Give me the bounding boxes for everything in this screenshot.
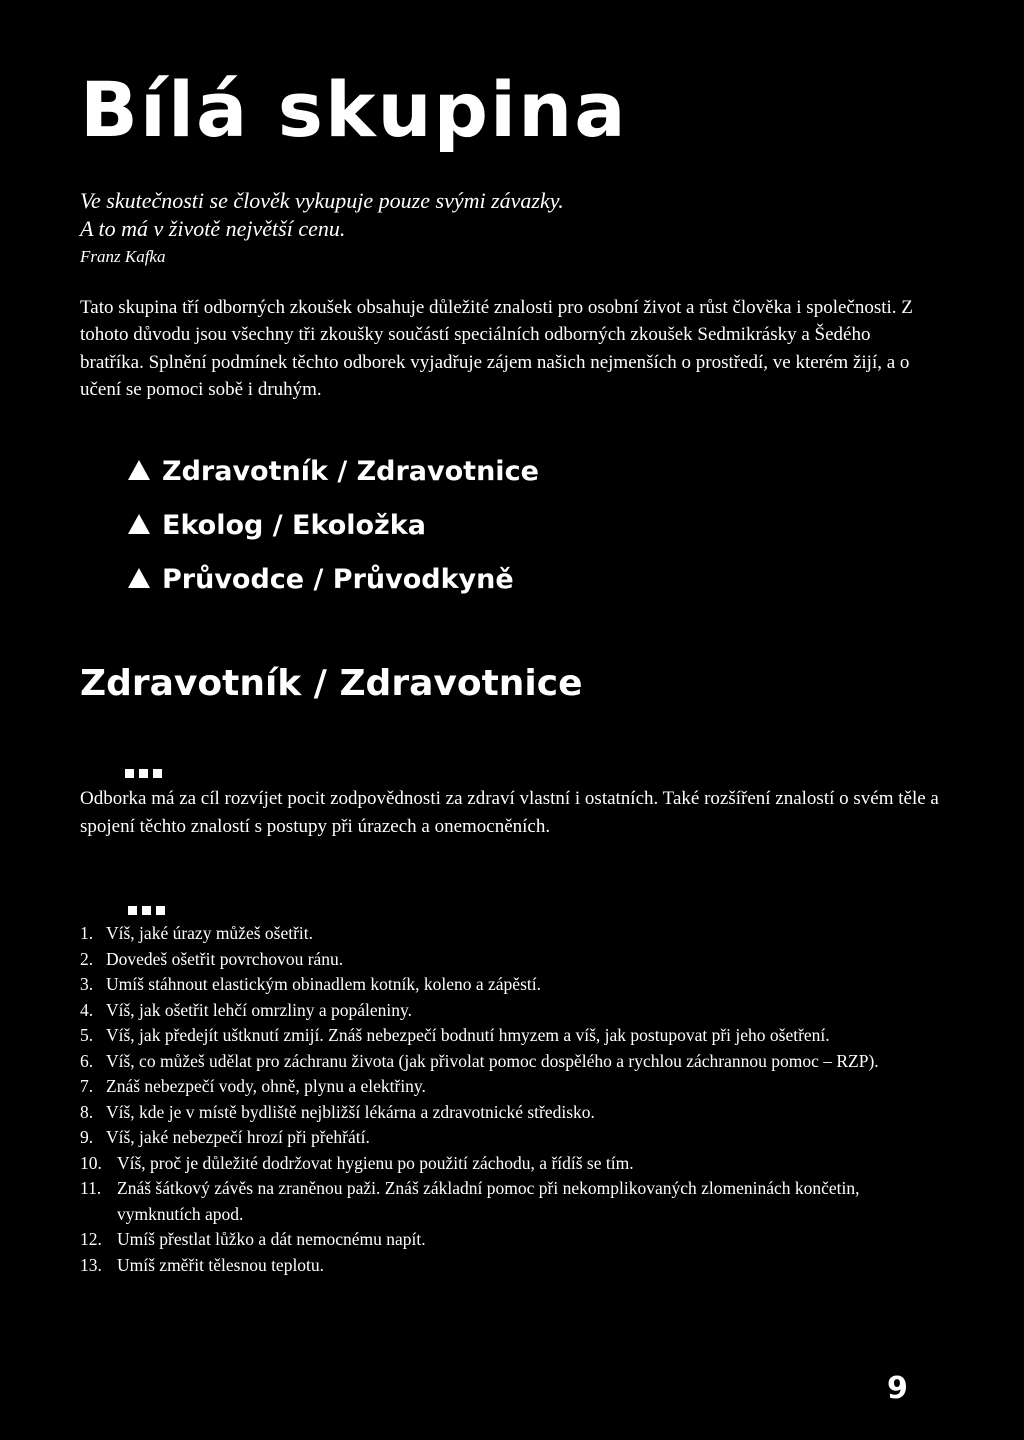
skill-item <box>128 452 539 506</box>
section-divider-dots-icon <box>125 769 162 778</box>
triangle-bullet-icon <box>128 568 150 588</box>
quote-line-2: A to má v životě největší cenu. <box>80 216 346 241</box>
requirement-text: Znáš šátkový závěs na zraněnou paži. Znáš základní pomoc při nekomplikovaných zlomeninách končetin, vymknutích apod. <box>117 1178 860 1224</box>
requirement-item <box>80 1125 930 1151</box>
requirement-item <box>80 1023 930 1049</box>
requirement-item <box>80 947 930 973</box>
requirement-text: Víš, jaké nebezpečí hrozí při přehřátí. <box>106 1127 370 1147</box>
requirement-item <box>80 1176 930 1227</box>
requirement-number: 4. <box>80 999 94 1020</box>
requirement-number: 5. <box>80 1025 94 1045</box>
page-title: Bílá skupina <box>80 65 628 154</box>
requirement-item <box>80 921 930 947</box>
requirement-item <box>80 1049 930 1075</box>
requirement-text: Umíš přestlat lůžko a dát nemocnému napít. <box>117 1229 426 1249</box>
requirement-text: Víš, jak předejít uštknutí zmijí. Znáš nebezpečí bodnutí hmyzem a víš, jak postupovat při jeho ošetření. <box>106 1025 830 1045</box>
requirement-number: 7. <box>80 1076 94 1096</box>
requirement-item <box>80 1253 930 1279</box>
requirements-divider-dots-icon <box>128 906 165 915</box>
requirement-number: 13. <box>80 1254 102 1275</box>
skill-item <box>128 560 539 614</box>
requirement-text: Dovedeš ošetřit povrchovou ránu. <box>106 948 344 969</box>
epigraph-quote <box>80 187 564 271</box>
requirement-item <box>80 998 930 1024</box>
triangle-bullet-icon <box>128 460 150 480</box>
requirement-item <box>80 1227 930 1253</box>
requirement-item <box>80 1100 930 1126</box>
section-description: Odborka má za cíl rozvíjet pocit zodpovědnosti za zdraví vlastní i ostatních. Také rozšíření znalostí o svém těle a spojení těchto znalostí s postupy při úrazech a onemocněních. <box>80 788 939 837</box>
requirement-text: Víš, jaké úrazy můžeš ošetřit. <box>106 923 314 943</box>
requirement-text: Umíš změřit tělesnou teplotu. <box>117 1254 325 1275</box>
requirement-number: 11. <box>80 1178 102 1198</box>
requirement-item <box>80 1074 930 1100</box>
triangle-bullet-icon <box>128 514 150 534</box>
requirement-number: 12. <box>80 1229 102 1249</box>
requirement-text: Víš, proč je důležité dodržovat hygienu po použití záchodu, a řídíš se tím. <box>117 1152 634 1173</box>
page-number: 9 <box>887 1371 908 1406</box>
requirement-item <box>80 1151 930 1177</box>
requirement-text: Víš, jak ošetřit lehčí omrzliny a popáleniny. <box>106 999 413 1020</box>
skill-item <box>128 506 539 560</box>
requirement-number: 3. <box>80 974 94 994</box>
requirement-number: 1. <box>80 923 94 943</box>
section-title: Zdravotník / Zdravotnice <box>80 663 583 704</box>
requirement-item <box>80 972 930 998</box>
quote-author: Franz Kafka <box>80 247 166 266</box>
requirement-number: 10. <box>80 1152 102 1173</box>
requirement-number: 6. <box>80 1050 94 1071</box>
requirement-text: Víš, co můžeš udělat pro záchranu života (jak přivolat pomoc dospělého a rychlou záchrannou pomoc – RZP). <box>106 1050 879 1071</box>
requirement-number: 9. <box>80 1127 94 1147</box>
requirements-list <box>80 921 930 1278</box>
requirement-text: Víš, kde je v místě bydliště nejbližší lékárna a zdravotnické středisko. <box>106 1101 595 1122</box>
intro-paragraph: Tato skupina tří odborných zkoušek obsahuje důležité znalosti pro osobní život a růst člověka i společnosti. Z tohoto důvodu jsou všechny tři zkoušky součástí speciálních odborných zkoušek Sedmikrásky a Šedého bratříka. Splnění podmínek těchto odborek vyjadřuje zájem našich nejmenších o prostředí, ve kterém žijí, a o učení se pomoci sobě i druhým. <box>80 297 913 400</box>
requirement-text: Umíš stáhnout elastickým obinadlem kotník, koleno a zápěstí. <box>106 974 541 994</box>
skill-label: Ekolog / Ekoložka <box>162 510 426 541</box>
requirement-number: 8. <box>80 1101 94 1122</box>
skill-label: Zdravotník / Zdravotnice <box>162 456 539 487</box>
requirement-number: 2. <box>80 948 94 969</box>
skills-list <box>128 452 539 614</box>
skill-label: Průvodce / Průvodkyně <box>162 564 514 595</box>
requirement-text: Znáš nebezpečí vody, ohně, plynu a elektřiny. <box>106 1076 426 1096</box>
quote-line-1: Ve skutečnosti se člověk vykupuje pouze svými závazky. <box>80 188 564 213</box>
